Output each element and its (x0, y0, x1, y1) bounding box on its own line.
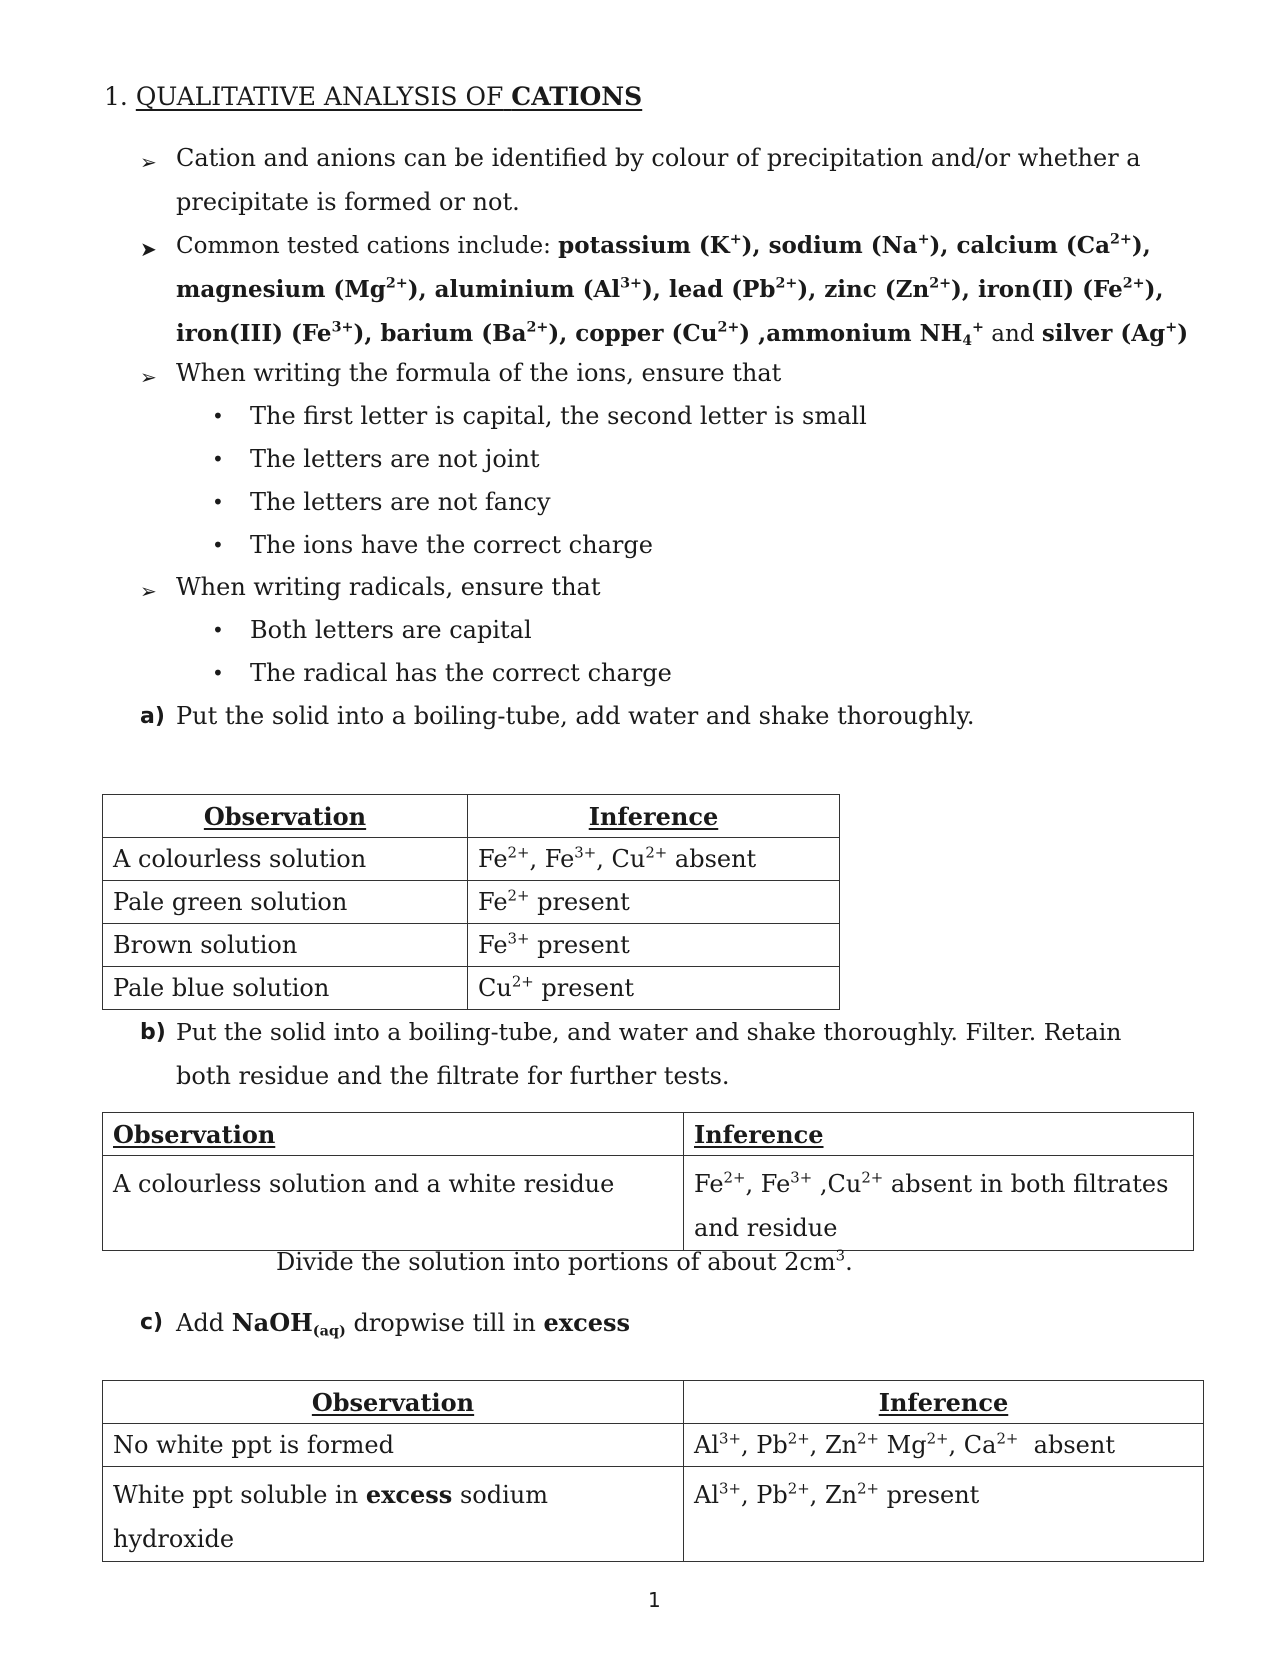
table-row: Brown solution $Fe^{3+}$ present (103, 924, 840, 967)
dot-bullet-icon: • (212, 661, 224, 685)
cations-line-2: magnesium $(Mg^{2+})$, aluminium $(Al^{3+})$, lead $(Pb^{2+})$, zinc $(Zn^{2+})$, iron(II) $(Fe^{2+})$, (176, 275, 1164, 303)
bullet-text: Cation and anions can be identified by colour of precipitation and/or whether a (176, 144, 1141, 172)
table-row: Pale green solution $Fe^{2+}$ present (103, 881, 840, 924)
table-header: Inference (684, 1113, 1194, 1156)
dot-bullet-icon: • (212, 490, 224, 514)
table-header: Inference (684, 1381, 1204, 1424)
table-row: A colourless solution and a white residue $Fe^{2+}$, $Fe^{3+}$ $,Cu^{2+}$ absent in both filtrates and residue (103, 1156, 1194, 1251)
page-number: 1 (648, 1588, 661, 1612)
sub-bullet-text: The letters are not joint (250, 445, 540, 473)
dot-bullet-icon: • (212, 447, 224, 471)
dot-bullet-icon: • (212, 618, 224, 642)
arrow-bullet-icon: ➢ (140, 365, 157, 389)
table-row: A colourless solution $Fe^{2+}$, $Fe^{3+}$, $Cu^{2+}$ absent (103, 838, 840, 881)
sub-bullet-text: The first letter is capital, the second letter is small (250, 402, 867, 430)
step-label: a) (140, 704, 165, 729)
bullet-text: When writing radicals, ensure that (176, 573, 601, 601)
table-row: Pale blue solution $Cu^{2+}$ present (103, 967, 840, 1010)
table-filter-test (102, 1112, 1194, 1251)
arrow-bullet-icon: ➤ (140, 237, 157, 261)
step-text: Put the solid into a boiling-tube, add water and shake thoroughly. (176, 702, 975, 730)
bullet-text: When writing the formula of the ions, ensure that (176, 359, 782, 387)
step-text: both residue and the filtrate for further tests. (176, 1062, 730, 1090)
bullet-text: precipitate is formed or not. (176, 188, 520, 216)
cations-line-3: iron(III) $(Fe^{3+})$, barium $(Ba^{2+})$, copper $(Cu^{2+})$ ,ammonium $NH_4^+$ and silver (Ag+) (176, 319, 1189, 350)
table-naoh-test (102, 1380, 1204, 1562)
arrow-bullet-icon: ➢ (140, 150, 157, 174)
sub-bullet-text: The radical has the correct charge (250, 659, 672, 687)
cations-line-1: Common tested cations include: potassium (K+), sodium (Na+), calcium $(Ca^{2+})$, (176, 231, 1151, 259)
step-label: c) (140, 1310, 164, 1335)
dot-bullet-icon: • (212, 533, 224, 557)
step-text: Add NaOH$_{(aq)}$ dropwise till in excess (176, 1308, 631, 1340)
divide-note: Divide the solution into portions of about $2cm^3$. (276, 1246, 853, 1276)
step-label: b) (140, 1020, 166, 1045)
sub-bullet-text: The letters are not fancy (250, 488, 551, 516)
page-title: 1. QUALITATIVE ANALYSIS OF CATIONS (104, 82, 643, 111)
table-water-test (102, 794, 840, 1010)
sub-bullet-text: The ions have the correct charge (250, 531, 653, 559)
table-header: Inference (468, 795, 840, 838)
table-row: No white ppt is formed $Al^{3+}$, $Pb^{2+}$, $Zn^{2+}$ $Mg^{2+}$, $Ca^{2+}$ absent (103, 1424, 1204, 1467)
table-row: White ppt soluble in excess sodium hydroxide $Al^{3+}$, $Pb^{2+}$, $Zn^{2+}$ present (103, 1467, 1204, 1562)
sub-bullet-text: Both letters are capital (250, 616, 532, 644)
table-header: Observation (103, 1381, 684, 1424)
arrow-bullet-icon: ➢ (140, 579, 157, 603)
table-header: Observation (103, 795, 468, 838)
table-header: Observation (103, 1113, 684, 1156)
step-text: Put the solid into a boiling-tube, and water and shake thoroughly. Filter. Retain (176, 1018, 1122, 1046)
dot-bullet-icon: • (212, 404, 224, 428)
